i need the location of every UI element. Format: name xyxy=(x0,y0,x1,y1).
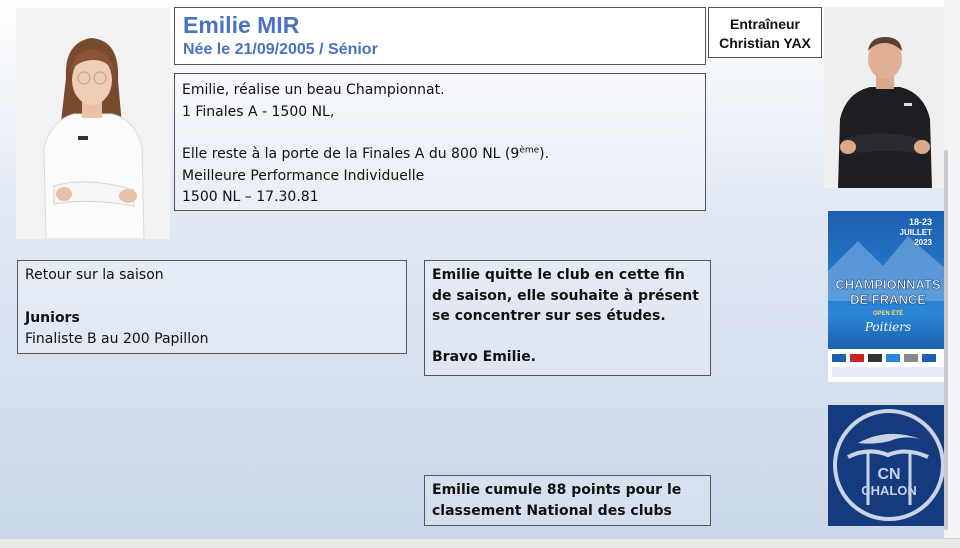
athlete-birth-line: Née le 21/09/2005 / Sénior xyxy=(183,41,378,58)
club-logo xyxy=(828,405,950,526)
season-category: Juniors xyxy=(25,309,80,326)
poster-month: JUILLET xyxy=(899,228,932,237)
points-note xyxy=(424,475,711,526)
coach-photo xyxy=(824,7,944,188)
athlete-name: Emilie MIR xyxy=(183,12,300,38)
scrollbar[interactable] xyxy=(944,150,948,530)
poster-city: Poitiers xyxy=(864,320,912,334)
coach-role: Entraîneur xyxy=(729,16,800,32)
summary-line-3: Elle reste à la porte de la Finales A du 800 NL (9ème). xyxy=(182,145,550,162)
performance-summary xyxy=(174,73,706,211)
championship-poster xyxy=(828,211,948,382)
farewell-note xyxy=(424,260,711,376)
coach-box xyxy=(708,7,822,58)
poster-title-1: CHAMPIONNATS xyxy=(835,277,941,292)
logo-city: CHALON xyxy=(861,483,917,498)
athlete-photo xyxy=(16,8,170,239)
poster-year: 2023 xyxy=(914,238,932,247)
season-result: Finaliste B au 200 Papillon xyxy=(25,331,209,347)
summary-line-5: 1500 NL – 17.30.81 xyxy=(182,189,319,205)
points-text: Emilie cumule 88 points pour le classement National des clubs xyxy=(432,482,682,519)
coach-name: Christian YAX xyxy=(719,35,811,51)
farewell-text: Emilie quitte le club en cette fin de saison, elle souhaite à présent se concentrer sur ses études. xyxy=(432,267,699,324)
summary-line-4: Meilleure Performance Individuelle xyxy=(182,167,425,184)
season-review xyxy=(17,260,407,354)
poster-title-2: DE FRANCE xyxy=(850,292,926,307)
summary-line-2: 1 Finales A - 1500 NL, xyxy=(182,103,335,120)
athlete-header xyxy=(174,7,706,65)
season-heading: Retour sur la saison xyxy=(25,267,164,283)
logo-initials: CN xyxy=(877,466,901,483)
poster-dates: 18-23 xyxy=(908,217,932,227)
poster-subtitle: OPEN ÉTÉ xyxy=(872,311,904,317)
farewell-closing: Bravo Emilie. xyxy=(432,348,537,365)
summary-line-1: Emilie, réalise un beau Championnat. xyxy=(182,82,445,98)
